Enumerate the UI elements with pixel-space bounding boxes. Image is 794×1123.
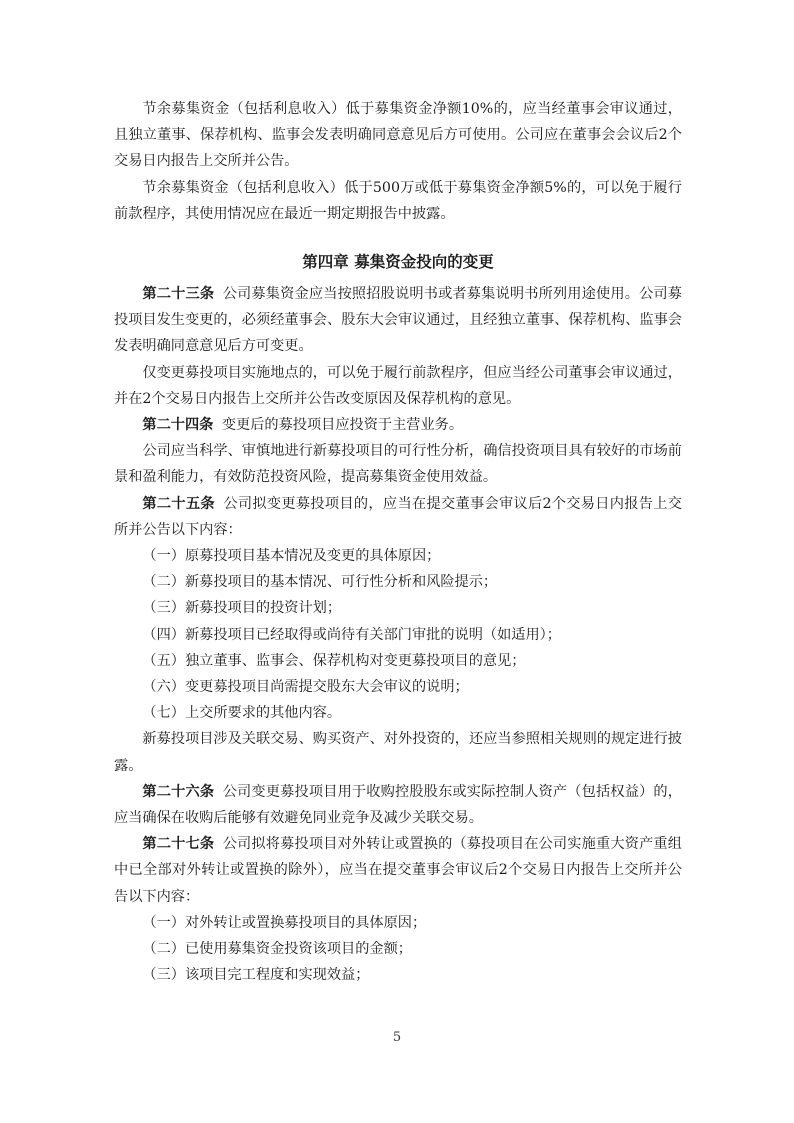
article-23 [114, 281, 682, 360]
article-26 [114, 779, 682, 831]
list-item: （六）变更募投项目尚需提交股东大会审议的说明； [142, 679, 469, 696]
intro-paragraph-2: 节余募集资金（包括利息收入）低于500万或低于募集资金净额5%的，可以免于履行前款程序，其使用情况应在最近一期定期报告中披露。 [114, 179, 682, 222]
list-item: （二）已使用募集资金投资该项目的金额； [142, 941, 412, 958]
article-27 [114, 831, 682, 910]
article-26-label: 第二十六条 [142, 783, 215, 800]
article-24-label: 第二十四条 [142, 417, 214, 434]
list-item: （三）新募投项目的投资计划； [142, 600, 342, 617]
article-27-label: 第二十七条 [142, 836, 215, 853]
article-25-text: 公司拟变更募投项目的，应当在提交董事会审议后2个交易日内报告上交所并公告以下内容： [114, 495, 682, 538]
article-25-paragraph-2: 新募投项目涉及关联交易、购买资产、对外投资的，还应当参照相关规则的规定进行披露。 [114, 731, 682, 774]
list-item: （一）原募投项目基本情况及变更的具体原因； [142, 548, 441, 565]
list-item: （四）新募投项目已经取得或尚待有关部门审批的说明（如适用）； [142, 626, 561, 643]
list-item: （五）独立董事、监事会、保荐机构对变更募投项目的意见； [142, 652, 526, 669]
article-23-paragraph-2: 仅变更募投项目实施地点的，可以免于履行前款程序，但应当经公司董事会审议通过，并在2个交易日内报告上交所并公告改变原因及保荐机构的意见。 [114, 364, 682, 407]
list-item: （三）该项目完工程度和实现效益； [142, 967, 370, 984]
article-24 [114, 412, 682, 438]
article-26-text: 公司变更募投项目用于收购控股股东或实际控制人资产（包括权益）的，应当确保在收购后能够有效避免同业竞争及减少关联交易。 [114, 783, 682, 827]
article-24-text: 变更后的募投项目应投资于主营业务。 [221, 417, 464, 434]
intro-paragraph-1: 节余募集资金（包括利息收入）低于募集资金净额10%的，应当经董事会审议通过，且独立董事、保荐机构、监事会发表明确同意意见后方可使用。公司应在董事会会议后2个交易日内报告上交所并公告。 [114, 101, 682, 170]
article-25-label: 第二十五条 [142, 495, 215, 512]
list-item: （二）新募投项目的基本情况、可行性分析和风险提示； [142, 574, 498, 591]
article-24-paragraph-2: 公司应当科学、审慎地进行新募投项目的可行性分析，确信投资项目具有较好的市场前景和盈利能力，有效防范投资风险，提高募集资金使用效益。 [114, 443, 682, 486]
article-23-label: 第二十三条 [142, 286, 215, 303]
list-item: （一）对外转让或置换募投项目的具体原因； [142, 914, 427, 931]
chapter-title: 第四章 募集资金投向的变更 [302, 253, 494, 272]
document-page [114, 96, 682, 989]
page-number: 5 [392, 1030, 402, 1045]
article-27-text: 公司拟将募投项目对外转让或置换的（募投项目在公司实施重大资产重组中已全部对外转让或置换的除外），应当在提交董事会审议后2个交易日内报告上交所并公告以下内容： [114, 836, 682, 905]
article-25 [114, 491, 682, 543]
article-23-text: 公司募集资金应当按照招股说明书或者募集说明书所列用途使用。公司募投项目发生变更的，必须经董事会、股东大会审议通过，且经独立董事、保荐机构、监事会发表明确同意意见后方可变更。 [114, 286, 682, 355]
list-item: （七）上交所要求的其他内容。 [142, 705, 342, 722]
